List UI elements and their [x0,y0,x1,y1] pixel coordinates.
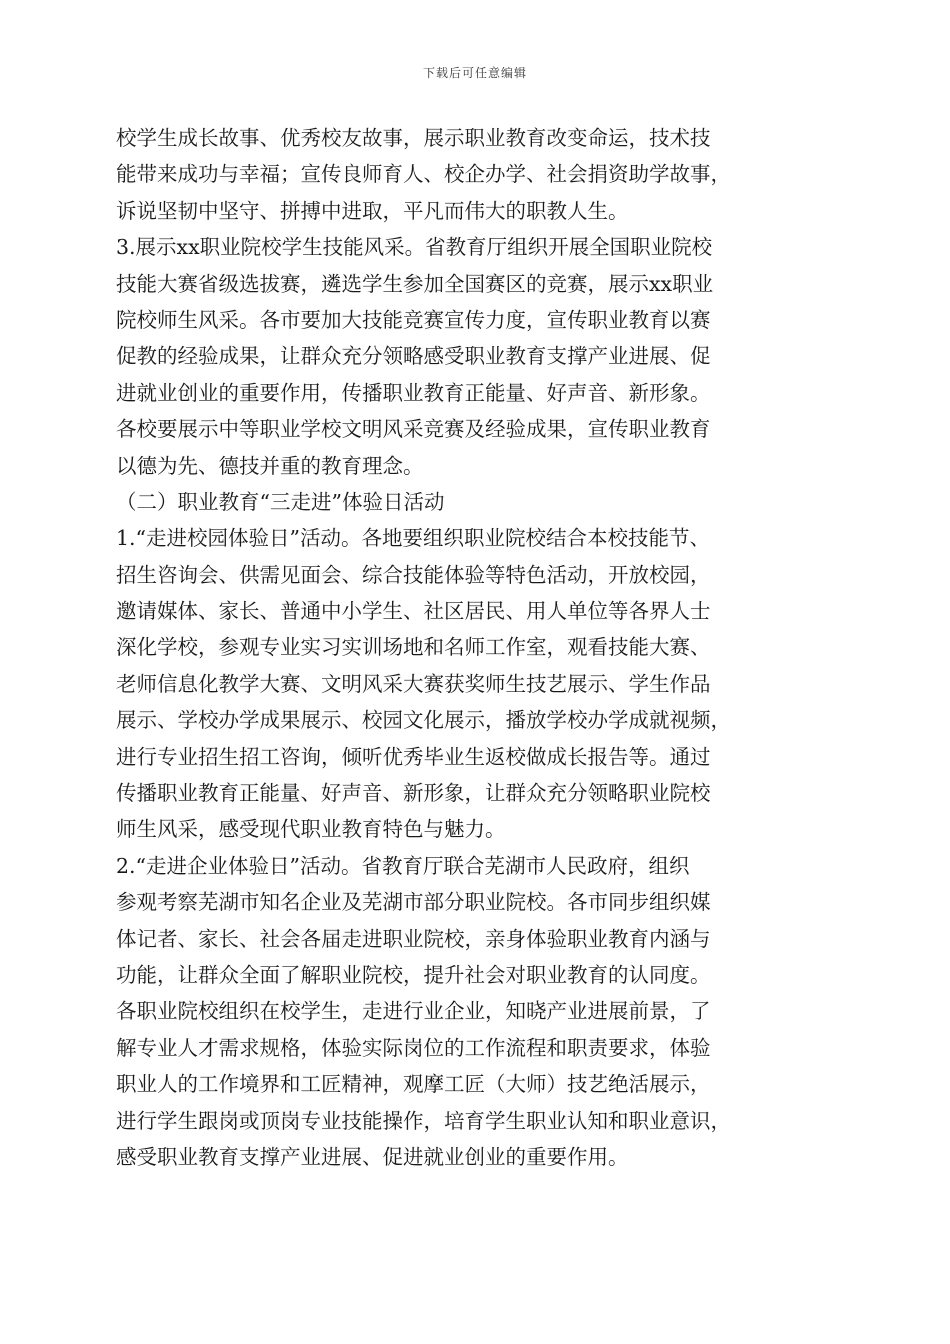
text-line: 院校师生风采。各市要加大技能竞赛宣传力度，宣传职业教育以赛 [116,307,711,332]
section-heading: （二）职业教育“三走进”体验日活动 [116,489,445,514]
text-line: 展示、学校办学成果展示、校园文化展示，播放学校办学成就视频， [116,708,731,733]
text-line: 校学生成长故事、优秀校友故事，展示职业教育改变命运，技术技 [116,126,711,150]
text-line: 进行学生跟岗或顶岗专业技能操作，培育学生职业认知和职业意识， [116,1108,731,1133]
document-body [116,120,836,1175]
text-line: 招生咨询会、供需见面会、综合技能体验等特色活动，开放校园， [116,562,711,587]
text-line: 1.“走进校园体验日”活动。各地要组织职业院校结合本校技能节、 [116,526,711,551]
text-line: 功能，让群众全面了解职业院校，提升社会对职业教育的认同度。 [116,962,711,987]
text-line: 促教的经验成果，让群众充分领略感受职业教育支撑产业进展、促 [116,344,711,369]
text-line: 2.“走进企业体验日”活动。省教育厅联合芜湖市人民政府，组织 [116,853,690,878]
text-line: 能带来成功与幸福；宣传良师育人、校企办学、社会捐资助学故事， [116,162,731,187]
text-line: 诉说坚韧中坚守、拼搏中进取，平凡而伟大的职教人生。 [116,198,629,223]
text-line: 老师信息化教学大赛、文明风采大赛获奖师生技艺展示、学生作品 [116,671,711,696]
text-line: 传播职业教育正能量、好声音、新形象，让群众充分领略职业院校 [116,781,711,806]
text-line: 进行专业招生招工咨询，倾听优秀毕业生返校做成长报告等。通过 [116,744,711,769]
text-line: 参观考察芜湖市知名企业及芜湖市部分职业院校。各市同步组织媒 [116,890,711,915]
text-line: 感受职业教育支撑产业进展、促进就业创业的重要作用。 [116,1144,629,1169]
text-line: 进就业创业的重要作用，传播职业教育正能量、好声音、新形象。 [116,380,711,405]
text-line: 体记者、家长、社会各届走进职业院校，亲身体验职业教育内涵与 [116,926,711,951]
text-line: 3.展示xx职业院校学生技能风采。省教育厅组织开展全国职业院校 [116,235,713,260]
text-line: 师生风采，感受现代职业教育特色与魅力。 [116,817,506,842]
page-header: 下载后可任意编辑 [422,66,527,80]
text-line: 邀请媒体、家长、普通中小学生、社区居民、用人单位等各界人士 [116,599,711,624]
text-line: 各校要展示中等职业学校文明风采竞赛及经验成果，宣传职业教育 [116,417,711,442]
text-line: 职业人的工作境界和工匠精神，观摩工匠（大师）技艺绝活展示， [116,1072,711,1097]
text-line: 技能大赛省级选拔赛，遴选学生参加全国赛区的竞赛，展示xx职业 [116,271,714,296]
text-line: 解专业人才需求规格，体验实际岗位的工作流程和职责要求，体验 [116,1035,711,1060]
text-line: 深化学校，参观专业实习实训场地和名师工作室，观看技能大赛、 [116,635,711,660]
text-line: 以德为先、德技并重的教育理念。 [116,453,424,478]
text-line: 各职业院校组织在校学生，走进行业企业，知晓产业进展前景，了 [116,999,711,1024]
